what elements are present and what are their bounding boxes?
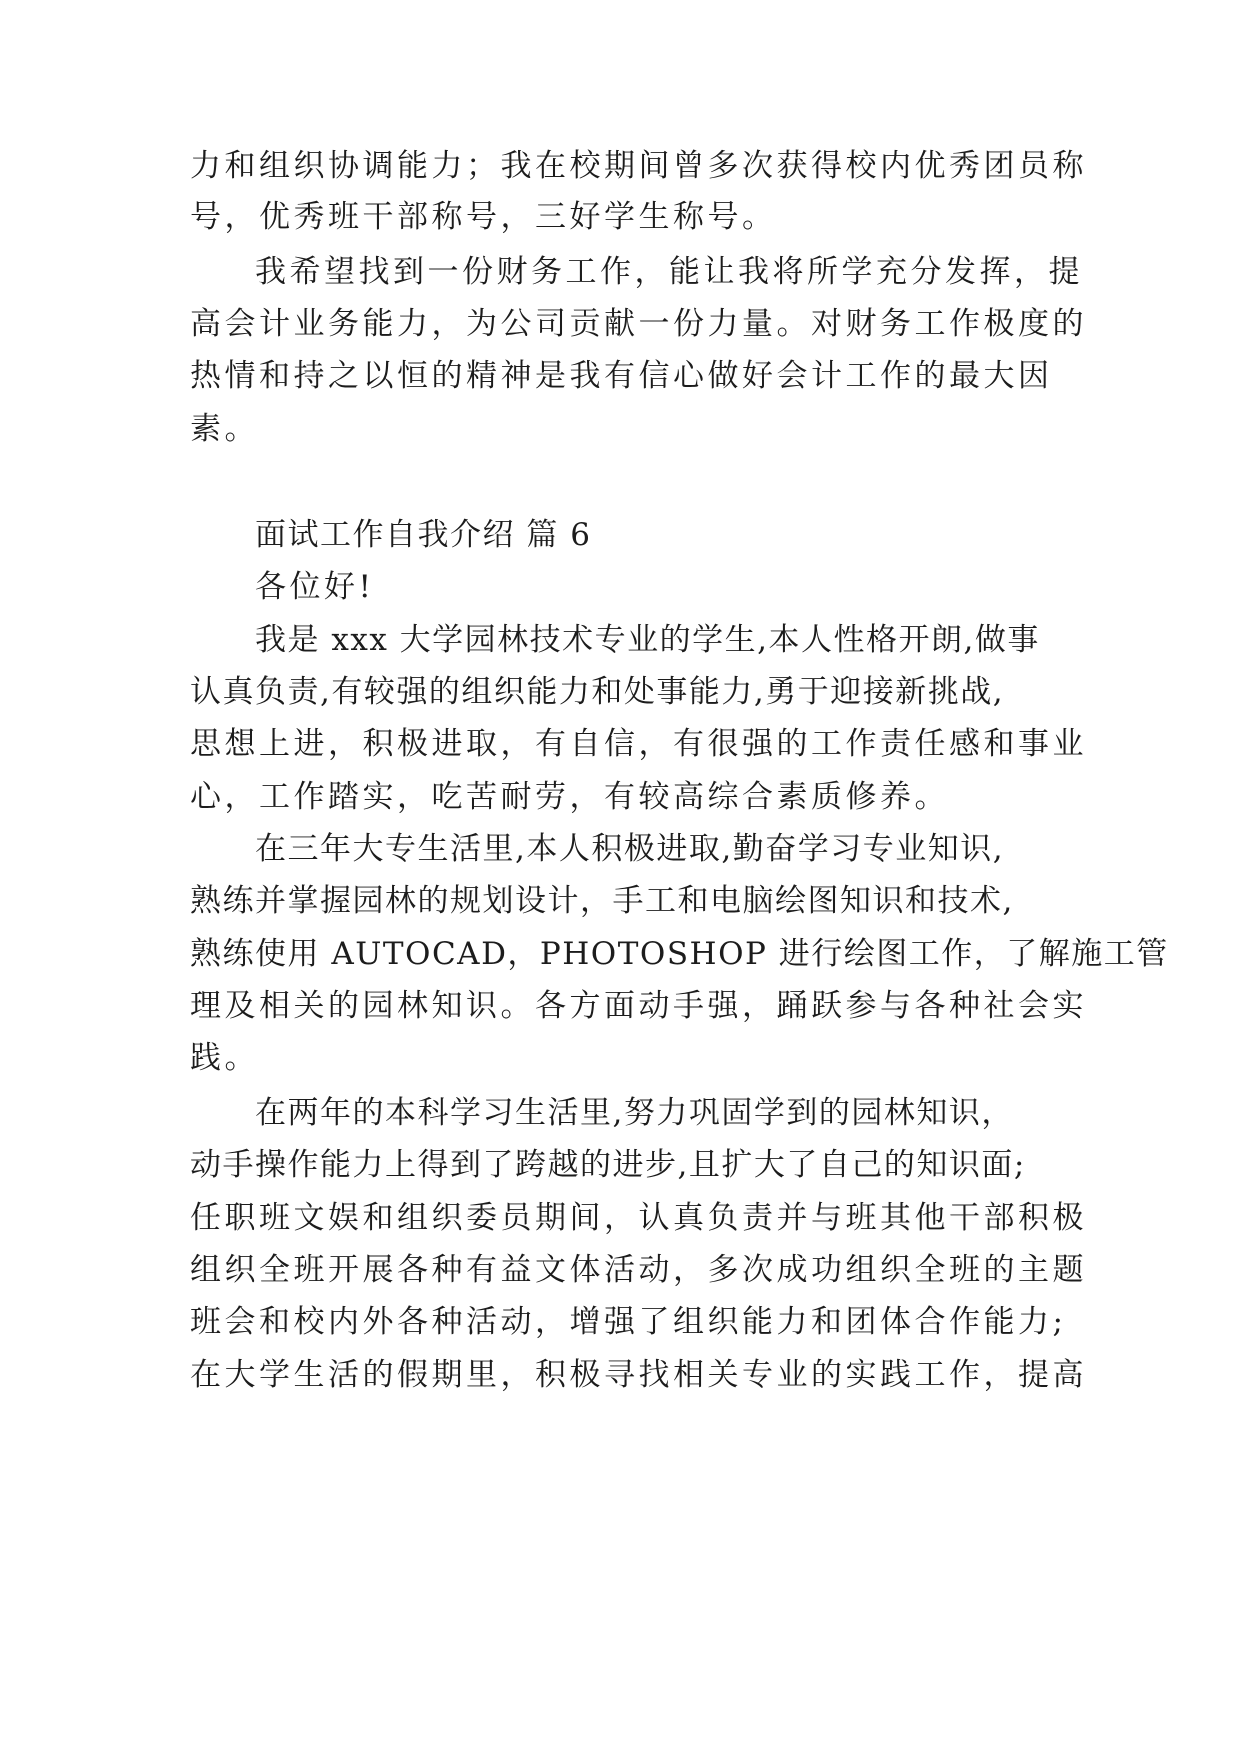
paragraph-line: 我是 xxx 大学园林技术专业的学生,本人性格开朗,做事 [255,622,1040,658]
paragraph-line: 组织全班开展各种有益文体活动，多次成功组织全班的主题 [190,1252,1087,1288]
paragraph-line: 认真负责,有较强的组织能力和处事能力,勇于迎接新挑战, [190,674,1005,710]
paragraph-line: 力和组织协调能力；我在校期间曾多次获得校内优秀团员称 [190,148,1087,184]
paragraph-line: 践。 [190,1040,259,1076]
paragraph-line: 动手操作能力上得到了跨越的进步,且扩大了自己的知识面; [190,1147,1026,1183]
paragraph-line: 在三年大专生活里,本人积极进取,勤奋学习专业知识, [255,831,1005,867]
paragraph-line: 在两年的本科学习生活里,努力巩固学到的园林知识， [255,1095,1014,1131]
paragraph-line: 班会和校内外各种活动，增强了组织能力和团体合作能力; [190,1304,1067,1340]
section-title: 面试工作自我介绍 篇 6 [255,517,592,553]
paragraph-line: 我希望找到一份财务工作，能让我将所学充分发挥，提 [255,254,1083,290]
greeting: 各位好! [255,569,375,605]
paragraph-line: 熟练使用 AUTOCAD，PHOTOSHOP 进行绘图工作，了解施工管 [190,936,1169,972]
paragraph-line: 素。 [190,411,259,447]
paragraph-line: 思想上进，积极进取，有自信，有很强的工作责任感和事业 [190,726,1087,762]
paragraph-line: 高会计业务能力，为公司贡献一份力量。对财务工作极度的 [190,306,1087,342]
paragraph-line: 在大学生活的假期里，积极寻找相关专业的实践工作，提高 [190,1357,1087,1393]
paragraph-line: 心，工作踏实，吃苦耐劳，有较高综合素质修养。 [190,779,949,815]
paragraph-line: 熟练并掌握园林的规划设计，手工和电脑绘图知识和技术, [190,883,1014,919]
paragraph-line: 任职班文娱和组织委员期间，认真负责并与班其他干部积极 [190,1200,1087,1236]
paragraph-line: 理及相关的园林知识。各方面动手强，踊跃参与各种社会实 [190,988,1087,1024]
paragraph-line: 号，优秀班干部称号，三好学生称号。 [190,199,777,235]
paragraph-line: 热情和持之以恒的精神是我有信心做好会计工作的最大因 [190,358,1053,394]
